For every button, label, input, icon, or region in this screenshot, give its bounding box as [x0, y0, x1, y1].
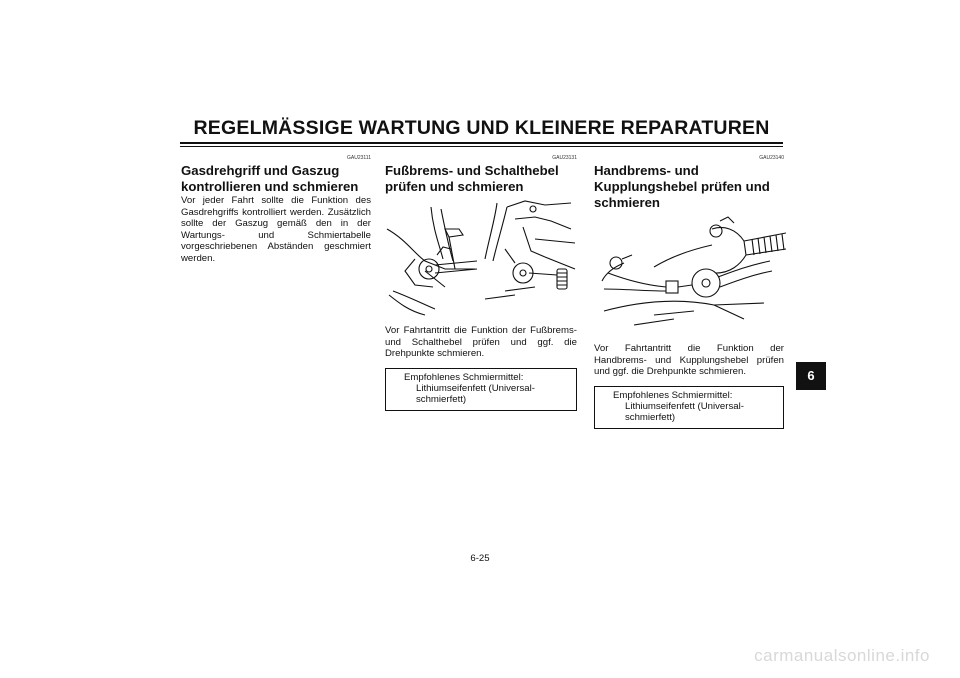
page-header-title: REGELMÄSSIGE WARTUNG UND KLEINERE REPARATUREN: [193, 117, 770, 139]
hand-lever-illustration: [594, 215, 786, 337]
lubricant-value-cont: schmierfett): [625, 411, 676, 423]
header-rule-thick: [180, 142, 783, 144]
lubricant-value: Lithiumseifenfett (Universal-: [416, 382, 535, 394]
section-hand-levers: [594, 150, 784, 429]
hand-brake-clutch-lever-drawing: [594, 215, 786, 337]
section-body-text: Vor Fahrtantritt die Funktion der Handbrems- und Kupplungshebel prüfen und ggf. die Drehpunkte schmieren.: [594, 343, 784, 378]
lubricant-box: [594, 386, 784, 429]
section-body-text: Vor Fahrtantritt die Funktion der Fußbrems- und Schalthebel prüfen und ggf. die Drehpunkte schmieren.: [385, 325, 577, 360]
heading-line: kontrollieren und schmieren: [181, 179, 359, 194]
heading-line: Gasdrehgriff und Gaszug: [181, 163, 340, 178]
heading-line: Handbrems- und: [594, 163, 699, 178]
section-heading: [594, 163, 784, 211]
section-body-text: Vor jeder Fahrt sollte die Funktion des Gasdrehgriffs kontrolliert werden. Zusätzlich sollte der Gaszug gemäß den in der Wartungs- und Schmiertabelle vorgeschriebenen Abständen geschmiert werden.: [181, 195, 371, 264]
heading-line: Kupplungshebel prüfen und: [594, 179, 770, 194]
lubricant-label: Empfohlenes Schmiermittel:: [613, 389, 733, 401]
watermark: carmanualsonline.info: [754, 646, 930, 665]
heading-line: schmieren: [594, 195, 660, 210]
section-throttle: [181, 150, 371, 265]
foot-brake-shift-lever-drawing: [385, 199, 577, 319]
header-rule-thin: [180, 146, 783, 147]
lubricant-label: Empfohlenes Schmiermittel:: [404, 371, 524, 383]
section-code: GAU23140: [759, 155, 784, 161]
section-heading: [181, 163, 371, 195]
heading-line: Fußbrems- und Schalthebel: [385, 163, 559, 178]
section-code: GAU23111: [347, 155, 371, 161]
page-number: 6-25: [470, 553, 490, 564]
chapter-tab: 6: [796, 362, 826, 390]
section-foot-levers: [385, 150, 577, 411]
section-heading: [385, 163, 577, 195]
lubricant-value-cont: schmierfett): [416, 393, 467, 405]
lubricant-value: Lithiumseifenfett (Universal-: [625, 400, 744, 412]
heading-line: prüfen und schmieren: [385, 179, 524, 194]
section-code: GAU23131: [552, 155, 577, 161]
foot-lever-illustration: [385, 199, 577, 319]
lubricant-box: [385, 368, 577, 411]
